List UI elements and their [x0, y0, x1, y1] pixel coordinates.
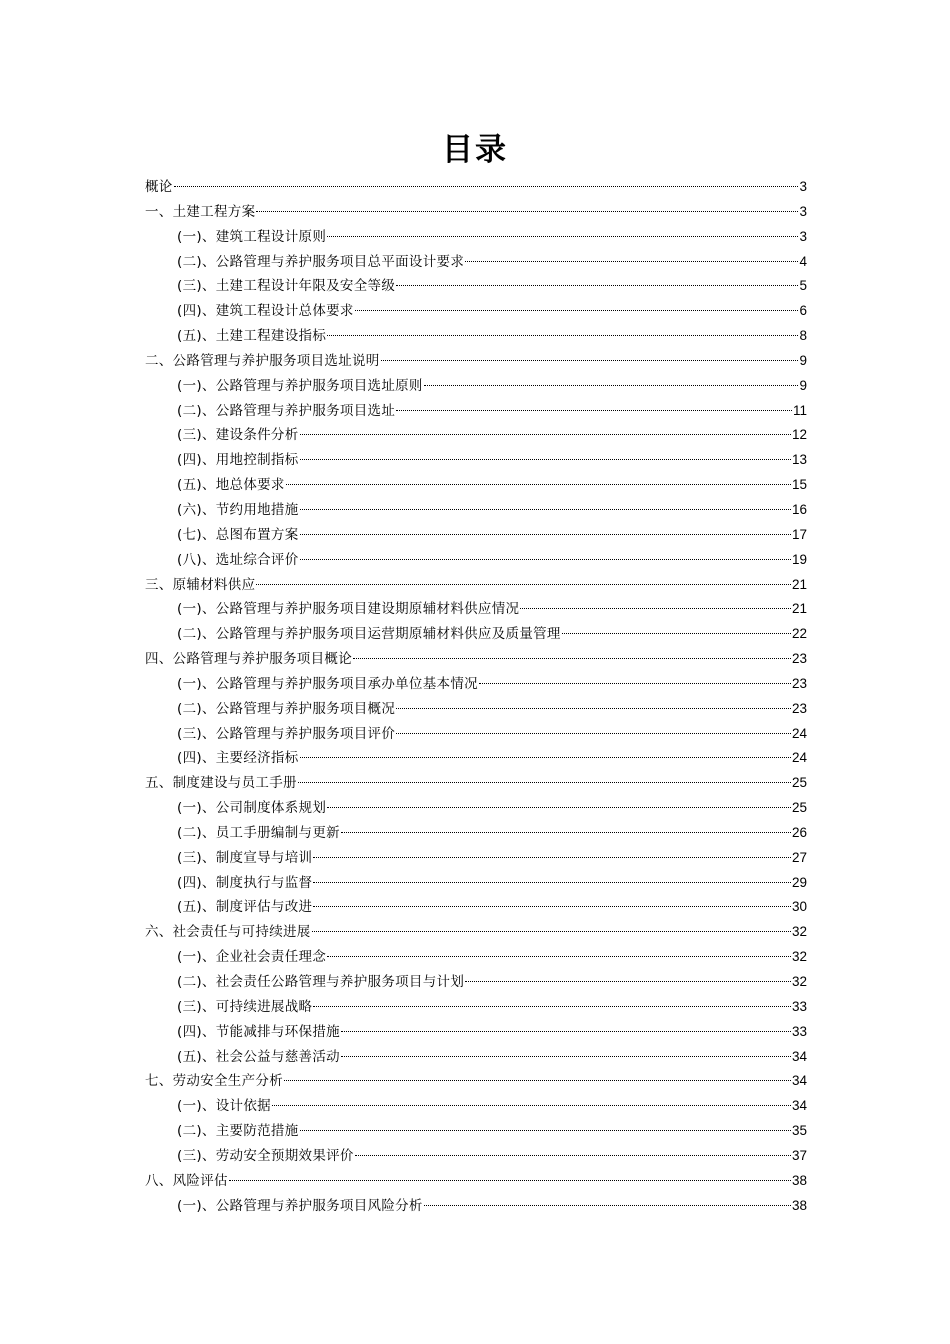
toc-dot-leader: [300, 533, 791, 535]
toc-entry[interactable]: [145, 1194, 807, 1219]
toc-dot-leader: [562, 632, 791, 634]
toc-entry-title: (三)、制度宣导与培训: [177, 849, 313, 866]
toc-entry[interactable]: [145, 597, 807, 622]
toc-entry[interactable]: [145, 274, 807, 299]
toc-dot-leader: [300, 433, 791, 435]
toc-entry-title: (三)、公路管理与养护服务项目评价: [177, 725, 396, 742]
toc-dot-leader: [353, 657, 791, 659]
toc-entry[interactable]: [145, 299, 807, 324]
toc-page-number: 4: [799, 253, 807, 269]
toc-entry[interactable]: [145, 1119, 807, 1144]
toc-entry[interactable]: [145, 473, 807, 498]
toc-dot-leader: [300, 458, 791, 460]
toc-entry[interactable]: [145, 1169, 807, 1194]
toc-entry-title: (四)、建筑工程设计总体要求: [177, 303, 354, 320]
toc-page-number: 24: [791, 725, 807, 741]
toc-entry-title: (一)、公路管理与养护服务项目承办单位基本情况: [177, 675, 478, 692]
toc-entry[interactable]: [145, 200, 807, 225]
toc-entry[interactable]: [145, 573, 807, 598]
toc-entry[interactable]: [145, 423, 807, 448]
toc-page-number: 22: [791, 626, 807, 642]
toc-entry[interactable]: [145, 622, 807, 647]
toc-entry-title: (三)、可持续进展战略: [177, 998, 313, 1015]
toc-dot-leader: [300, 756, 791, 758]
toc-dot-leader: [300, 558, 791, 560]
toc-entry[interactable]: [145, 796, 807, 821]
toc-entry-title: (一)、公路管理与养护服务项目建设期原辅材料供应情况: [177, 601, 520, 618]
toc-page-number: 33: [791, 998, 807, 1014]
toc-dot-leader: [396, 732, 791, 734]
toc-dot-leader: [313, 856, 791, 858]
toc-page-number: 19: [791, 551, 807, 567]
toc-dot-leader: [313, 905, 791, 907]
toc-dot-leader: [174, 185, 799, 187]
toc-entry[interactable]: [145, 374, 807, 399]
toc-dot-leader: [396, 409, 792, 411]
toc-entry-title: (一)、企业社会责任理念: [177, 949, 327, 966]
toc-dot-leader: [298, 781, 791, 783]
toc-dot-leader: [327, 334, 798, 336]
toc-entry-title: (二)、主要防范措施: [177, 1123, 299, 1140]
toc-entry[interactable]: [145, 523, 807, 548]
toc-dot-leader: [327, 806, 791, 808]
toc-entry[interactable]: [145, 1069, 807, 1094]
toc-entry-title: 五、制度建设与员工手册: [145, 775, 297, 792]
toc-entry[interactable]: [145, 945, 807, 970]
toc-entry-title: (四)、节能减排与环保措施: [177, 1023, 340, 1040]
toc-entry[interactable]: [145, 722, 807, 747]
toc-page-number: 9: [799, 377, 807, 393]
toc-page-number: 8: [799, 328, 807, 344]
toc-page-number: 27: [791, 849, 807, 865]
toc-dot-leader: [396, 707, 791, 709]
toc-dot-leader: [396, 284, 798, 286]
toc-entry-title: (五)、土建工程建设指标: [177, 328, 327, 345]
toc-page-number: 34: [791, 1048, 807, 1064]
toc-entry[interactable]: [145, 746, 807, 771]
toc-entry-title: (三)、土建工程设计年限及安全等级: [177, 278, 396, 295]
toc-page-number: 21: [791, 576, 807, 592]
toc-entry[interactable]: [145, 771, 807, 796]
toc-page-number: 34: [791, 1073, 807, 1089]
toc-entry-title: 四、公路管理与养护服务项目概论: [145, 651, 352, 668]
toc-dot-leader: [341, 1030, 791, 1032]
toc-entry-title: (一)、公路管理与养护服务项目选址原则: [177, 377, 423, 394]
toc-entry-title: 七、劳动安全生产分析: [145, 1073, 283, 1090]
toc-dot-leader: [355, 309, 799, 311]
toc-entry[interactable]: [145, 821, 807, 846]
toc-page-number: 38: [791, 1197, 807, 1213]
toc-dot-leader: [520, 607, 791, 609]
toc-entry-title: (一)、设计依据: [177, 1098, 271, 1115]
toc-entry[interactable]: [145, 250, 807, 275]
toc-entry-title: (二)、公路管理与养护服务项目选址: [177, 402, 396, 419]
toc-entry[interactable]: [145, 920, 807, 945]
toc-entry[interactable]: [145, 995, 807, 1020]
toc-entry[interactable]: [145, 1020, 807, 1045]
toc-page-number: 9: [799, 352, 807, 368]
toc-page-number: 16: [791, 501, 807, 517]
toc-entry[interactable]: [145, 1144, 807, 1169]
toc-dot-leader: [300, 1129, 791, 1131]
toc-entry[interactable]: [145, 448, 807, 473]
toc-dot-leader: [312, 930, 791, 932]
toc-page-number: 23: [791, 651, 807, 667]
toc-entry-title: (二)、公路管理与养护服务项目概况: [177, 700, 396, 717]
toc-entry-title: (五)、地总体要求: [177, 477, 285, 494]
toc-entry-title: (六)、节约用地措施: [177, 501, 299, 518]
toc-entry-title: (一)、公司制度体系规划: [177, 800, 327, 817]
toc-entry-title: (七)、总图布置方案: [177, 526, 299, 543]
toc-entry-title: (二)、公路管理与养护服务项目总平面设计要求: [177, 253, 465, 270]
toc-entry-title: 概论: [145, 179, 173, 195]
toc-page-number: 23: [791, 675, 807, 691]
toc-page-number: 11: [792, 402, 807, 418]
toc-page-number: 33: [791, 1023, 807, 1039]
toc-page-number: 35: [791, 1123, 807, 1139]
toc-page-number: 26: [791, 824, 807, 840]
toc-page-number: 25: [791, 800, 807, 816]
toc-entry-title: 二、公路管理与养护服务项目选址说明: [145, 352, 380, 369]
toc-entry[interactable]: [145, 548, 807, 573]
toc-entry[interactable]: [145, 225, 807, 250]
toc-dot-leader: [313, 881, 791, 883]
toc-dot-leader: [300, 508, 791, 510]
toc-page-number: 5: [799, 278, 807, 294]
toc-dot-leader: [424, 384, 799, 386]
toc-page-number: 3: [799, 179, 807, 194]
toc-entry[interactable]: [145, 846, 807, 871]
toc-entry[interactable]: [145, 498, 807, 523]
toc-page-number: 12: [791, 427, 807, 443]
toc-entry[interactable]: [145, 871, 807, 896]
toc-entry-title: (四)、主要经济指标: [177, 750, 299, 767]
toc-dot-leader: [313, 1005, 791, 1007]
toc-entry-title: (五)、制度评估与改进: [177, 899, 313, 916]
toc-entry-title: (五)、社会公益与慈善活动: [177, 1048, 340, 1065]
toc-dot-leader: [465, 260, 798, 262]
toc-page-number: 37: [791, 1147, 807, 1163]
toc-entry[interactable]: [145, 175, 807, 200]
toc-page-number: 30: [791, 899, 807, 915]
toc-page-number: 32: [791, 949, 807, 965]
toc-entry-title: (四)、制度执行与监督: [177, 874, 313, 891]
toc-entry[interactable]: [145, 324, 807, 349]
toc-entry-title: (二)、公路管理与养护服务项目运营期原辅材料供应及质量管理: [177, 626, 561, 643]
toc-dot-leader: [465, 980, 791, 982]
toc-dot-leader: [327, 955, 791, 957]
page-title: 目录: [442, 132, 508, 168]
toc-entry[interactable]: [145, 647, 807, 672]
toc-dot-leader: [284, 1079, 791, 1081]
toc-page-number: 15: [791, 477, 807, 493]
toc-dot-leader: [355, 1154, 791, 1156]
toc-entry-title: 六、社会责任与可持续进展: [145, 924, 311, 941]
toc-entry-title: (一)、公路管理与养护服务项目风险分析: [177, 1197, 423, 1214]
toc-page-number: 32: [791, 924, 807, 940]
toc-page-number: 21: [791, 601, 807, 617]
table-of-contents: [145, 175, 807, 1218]
toc-entry-title: (三)、建设条件分析: [177, 427, 299, 444]
toc-page-number: 3: [799, 228, 807, 244]
toc-page-number: 29: [791, 874, 807, 890]
toc-entry-title: 八、风险评估: [145, 1172, 228, 1189]
toc-dot-leader: [286, 483, 791, 485]
toc-page-number: 38: [791, 1172, 807, 1188]
toc-entry[interactable]: [145, 672, 807, 697]
toc-page-number: 13: [791, 452, 807, 468]
toc-entry[interactable]: [145, 1045, 807, 1070]
toc-entry-title: (二)、社会责任公路管理与养护服务项目与计划: [177, 974, 465, 990]
toc-entry-title: (三)、劳动安全预期效果评价: [177, 1147, 354, 1164]
toc-entry-title: 三、原辅材料供应: [145, 576, 256, 593]
toc-page-number: 17: [791, 526, 807, 542]
toc-entry-title: (八)、选址综合评价: [177, 551, 299, 568]
toc-page-number: 32: [791, 974, 807, 989]
toc-page-number: 23: [791, 700, 807, 716]
toc-entry-title: (二)、员工手册编制与更新: [177, 824, 340, 841]
toc-dot-leader: [327, 235, 798, 237]
toc-page-number: 3: [799, 203, 807, 219]
toc-entry-title: (一)、建筑工程设计原则: [177, 228, 327, 245]
toc-entry-title: (四)、用地控制指标: [177, 452, 299, 469]
toc-dot-leader: [479, 682, 791, 684]
toc-entry-title: 一、土建工程方案: [145, 203, 256, 220]
toc-entry[interactable]: [145, 1094, 807, 1119]
toc-entry[interactable]: [145, 970, 807, 995]
toc-page-number: 24: [791, 750, 807, 766]
toc-page-number: 6: [799, 303, 807, 319]
toc-entry[interactable]: [145, 349, 807, 374]
toc-entry[interactable]: [145, 895, 807, 920]
toc-entry[interactable]: [145, 697, 807, 722]
toc-page-number: 25: [791, 775, 807, 791]
toc-dot-leader: [341, 831, 791, 833]
toc-dot-leader: [256, 583, 791, 585]
toc-dot-leader: [229, 1179, 791, 1181]
toc-dot-leader: [424, 1204, 791, 1206]
toc-dot-leader: [341, 1055, 791, 1057]
toc-entry[interactable]: [145, 399, 807, 424]
toc-dot-leader: [272, 1104, 791, 1106]
toc-dot-leader: [381, 359, 799, 361]
toc-dot-leader: [256, 210, 798, 212]
toc-page-number: 34: [791, 1098, 807, 1114]
